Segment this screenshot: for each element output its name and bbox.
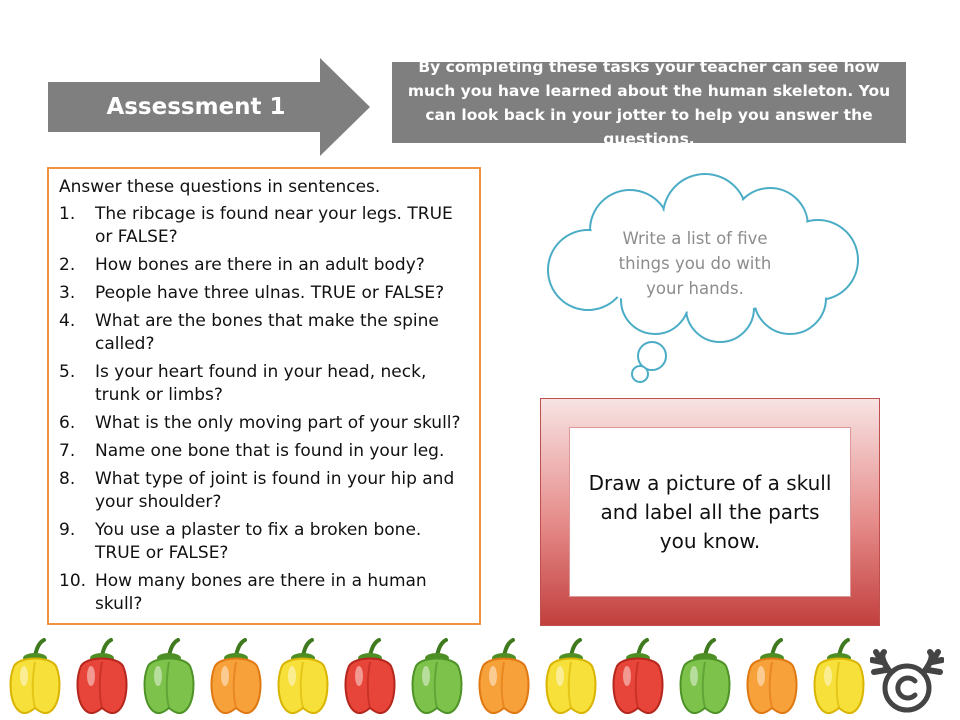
question-text: What is the only moving part of your skull? bbox=[95, 413, 461, 433]
pepper-yellow-icon bbox=[808, 636, 870, 718]
pepper-green-icon bbox=[674, 636, 736, 718]
question-item bbox=[59, 254, 471, 277]
question-number: 2. bbox=[59, 255, 76, 275]
questions-panel bbox=[47, 167, 481, 625]
assessment-arrow bbox=[48, 58, 370, 156]
assessment-title: Assessment 1 bbox=[106, 94, 286, 120]
question-item bbox=[59, 203, 471, 249]
drawing-task-frame bbox=[540, 398, 880, 626]
question-number: 5. bbox=[59, 362, 76, 382]
question-number: 3. bbox=[59, 283, 76, 303]
question-item bbox=[59, 519, 471, 565]
question-number: 4. bbox=[59, 311, 76, 331]
thought-cloud bbox=[540, 172, 870, 388]
questions-list bbox=[59, 203, 471, 616]
intro-text-box: By completing these tasks your teacher can see how much you have learned about the human skeleton. You can look back in your jotter to help you answer the questions. bbox=[392, 62, 906, 143]
pepper-yellow-icon bbox=[4, 636, 66, 718]
question-number: 9. bbox=[59, 520, 76, 540]
copyright-antlers-icon bbox=[870, 648, 944, 716]
question-item bbox=[59, 570, 471, 616]
question-item bbox=[59, 361, 471, 407]
question-number: 6. bbox=[59, 413, 76, 433]
question-text: Is your heart found in your head, neck, trunk or limbs? bbox=[95, 362, 427, 405]
question-item bbox=[59, 468, 471, 514]
pepper-green-icon bbox=[138, 636, 200, 718]
question-text: How many bones are there in a human skull? bbox=[95, 571, 427, 614]
question-item bbox=[59, 310, 471, 356]
question-number: 7. bbox=[59, 441, 76, 461]
pepper-orange-icon bbox=[741, 636, 803, 718]
question-text: The ribcage is found near your legs. TRUE or FALSE? bbox=[95, 204, 453, 247]
question-item bbox=[59, 282, 471, 305]
cloud-text: Write a list of five things you do with your hands. bbox=[618, 229, 772, 298]
question-item bbox=[59, 412, 471, 435]
question-number: 8. bbox=[59, 469, 76, 489]
pepper-orange-icon bbox=[205, 636, 267, 718]
pepper-red-icon bbox=[71, 636, 133, 718]
question-text: What are the bones that make the spine called? bbox=[95, 311, 439, 354]
pepper-red-icon bbox=[339, 636, 401, 718]
question-text: People have three ulnas. TRUE or FALSE? bbox=[95, 283, 445, 303]
question-text: You use a plaster to fix a broken bone. TRUE or FALSE? bbox=[95, 520, 422, 563]
question-number: 1. bbox=[59, 204, 76, 224]
question-text: How bones are there in an adult body? bbox=[95, 255, 425, 275]
question-item bbox=[59, 440, 471, 463]
pepper-red-icon bbox=[607, 636, 669, 718]
pepper-orange-icon bbox=[473, 636, 535, 718]
questions-heading: Answer these questions in sentences. bbox=[59, 177, 381, 197]
question-number: 10. bbox=[59, 571, 87, 591]
drawing-task-text: Draw a picture of a skull and label all the parts you know. bbox=[569, 427, 851, 597]
question-text: Name one bone that is found in your leg. bbox=[95, 441, 445, 461]
question-text: What type of joint is found in your hip and your shoulder? bbox=[95, 469, 455, 512]
pepper-green-icon bbox=[406, 636, 468, 718]
pepper-yellow-icon bbox=[272, 636, 334, 718]
pepper-yellow-icon bbox=[540, 636, 602, 718]
pepper-border bbox=[0, 636, 960, 720]
